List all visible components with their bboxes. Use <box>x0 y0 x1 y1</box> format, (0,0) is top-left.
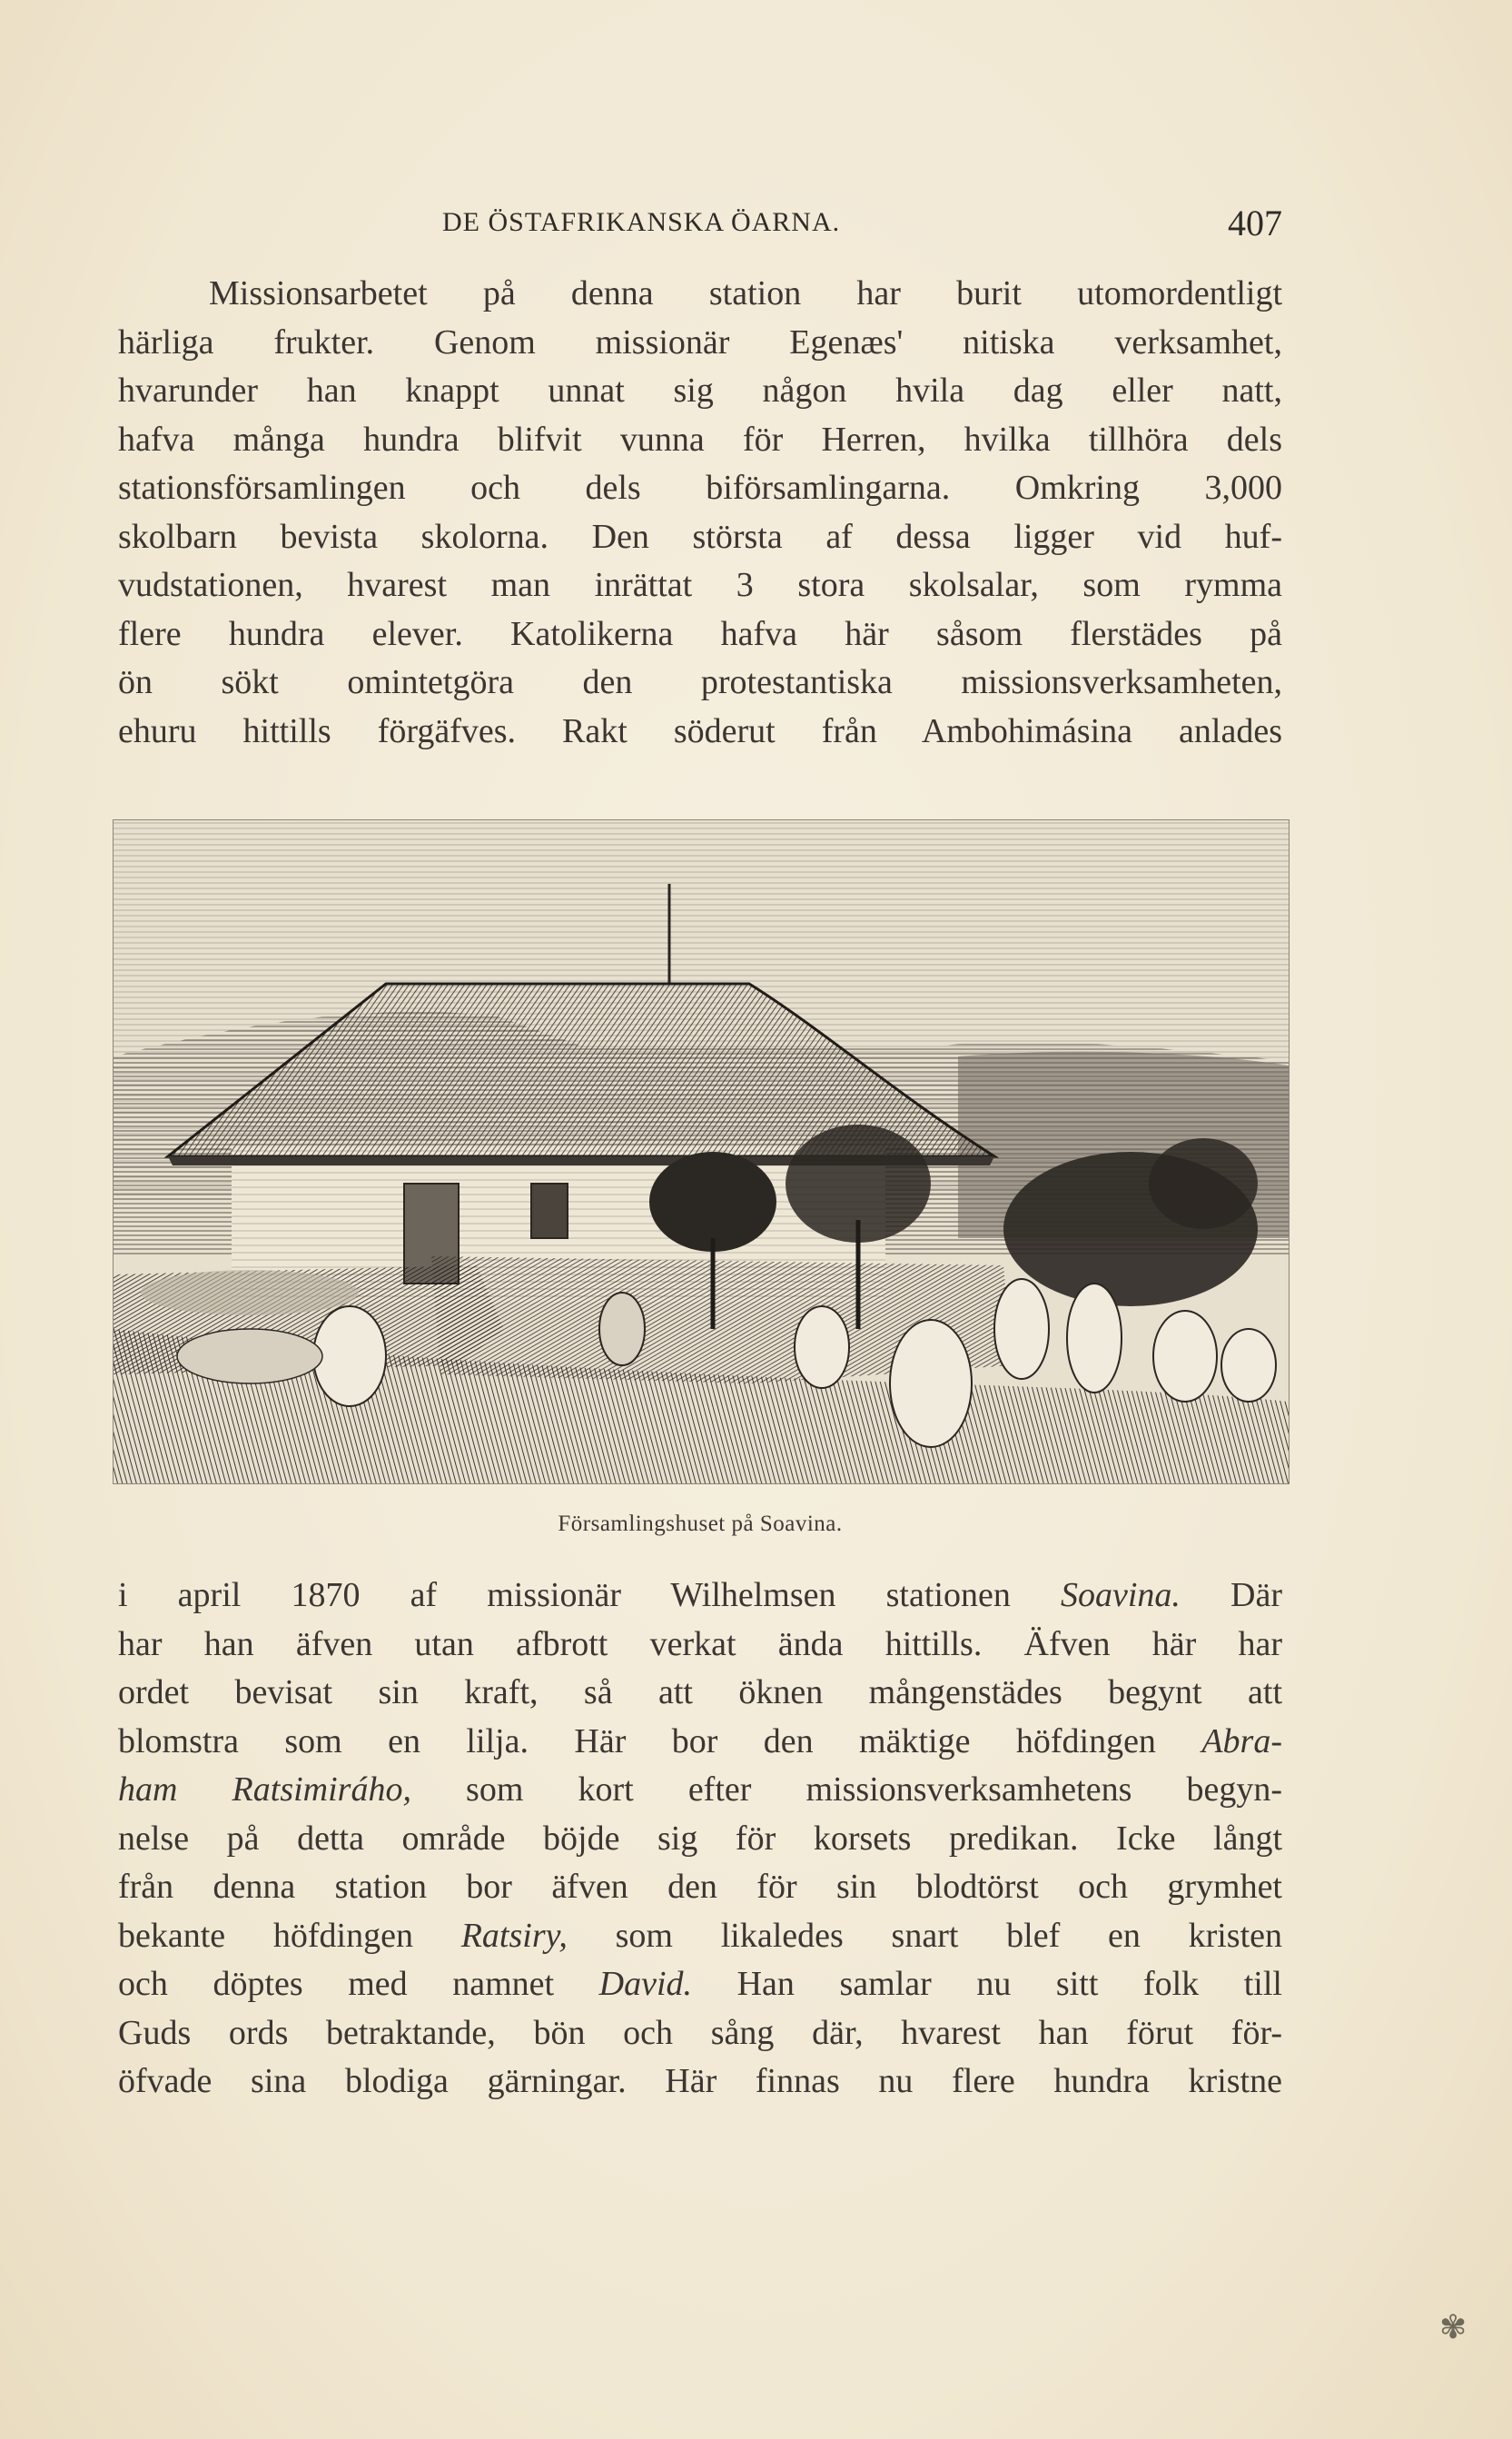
text-line: härliga frukter. Genom missionär Egenæs' nitiska verksamhet, <box>118 322 1282 362</box>
text-line: från denna station bor äfven den för sin blodtörst och grymhet <box>118 1868 1282 1906</box>
text-line: ordet bevisat sin kraft, så att öknen mångenstädes begynt att <box>118 1673 1282 1711</box>
person-name: David. <box>598 1965 693 2003</box>
page-header <box>118 202 1282 256</box>
text-line: ham Ratsimiráho, som kort efter missionsverksamhetens begyn- <box>118 1770 1282 1809</box>
person-name: Ratsiry, <box>460 1916 568 1955</box>
person-name: Abra- <box>1201 1721 1282 1760</box>
text-line: Guds ords betraktande, bön och sång där, hvarest han förut för- <box>118 2013 1282 2052</box>
illustration-caption: Församlingshuset på Soavina. <box>558 1512 843 1536</box>
paragraph-top <box>118 270 1282 756</box>
text-line: nelse på detta område böjde sig för korsets predikan. Icke långt <box>118 1819 1282 1858</box>
text-line: och döptes med namnet David. Han samlar nu sitt folk till <box>118 1965 1282 2003</box>
text-line: hvarunder han knappt unnat sig någon hvila dag eller natt, <box>118 372 1282 410</box>
text-line: hafva många hundra blifvit vunna för Herren, hvilka tillhöra dels <box>118 420 1282 459</box>
text-line: i april 1870 af missionär Wilhelmsen stationen Soavina. Där <box>118 1576 1282 1614</box>
text-line: bekante höfdingen Ratsiry, som likaledes snart blef en kristen <box>118 1916 1282 1955</box>
house-window <box>531 1184 568 1238</box>
text-line: flere hundra elever. Katolikerna hafva här såsom flerstädes på <box>118 614 1282 653</box>
text-line: stationsförsamlingen och dels biförsamlingarna. Omkring 3,000 <box>118 469 1282 507</box>
text-line: vudstationen, hvarest man inrättat 3 stora skolsalar, som rymma <box>118 566 1282 604</box>
text-line: har han äfven utan afbrott verkat ända hittills. Äfven här har <box>118 1624 1282 1663</box>
text-line: blomstra som en lilja. Här bor den mäktige höfdingen Abra- <box>118 1721 1282 1760</box>
person-name: ham Ratsimiráho, <box>118 1770 411 1809</box>
text-line: ehuru hittills förgäfves. Rakt söderut från Ambohimásina anlades <box>118 711 1282 750</box>
page-number: 407 <box>1228 203 1282 243</box>
place-name: Soavina. <box>1060 1576 1181 1614</box>
paragraph-bottom <box>118 1571 1282 2107</box>
running-title: DE ÖSTAFRIKANSKA ÖARNA. <box>442 207 841 237</box>
text-line: ön sökt omintetgöra den protestantiska missionsverksamheten, <box>118 663 1282 701</box>
text-line: Missionsarbetet på denna station har burit utomordentligt <box>209 274 1282 312</box>
flower-ornament-icon: ✾ <box>1439 2309 1468 2346</box>
text-line: skolbarn bevista skolorna. Den största af dessa ligger vid huf- <box>118 517 1282 556</box>
engraving-illustration <box>113 819 1290 1484</box>
text-line: öfvade sina blodiga gärningar. Här finnas nu flere hundra kristne <box>118 2062 1282 2100</box>
